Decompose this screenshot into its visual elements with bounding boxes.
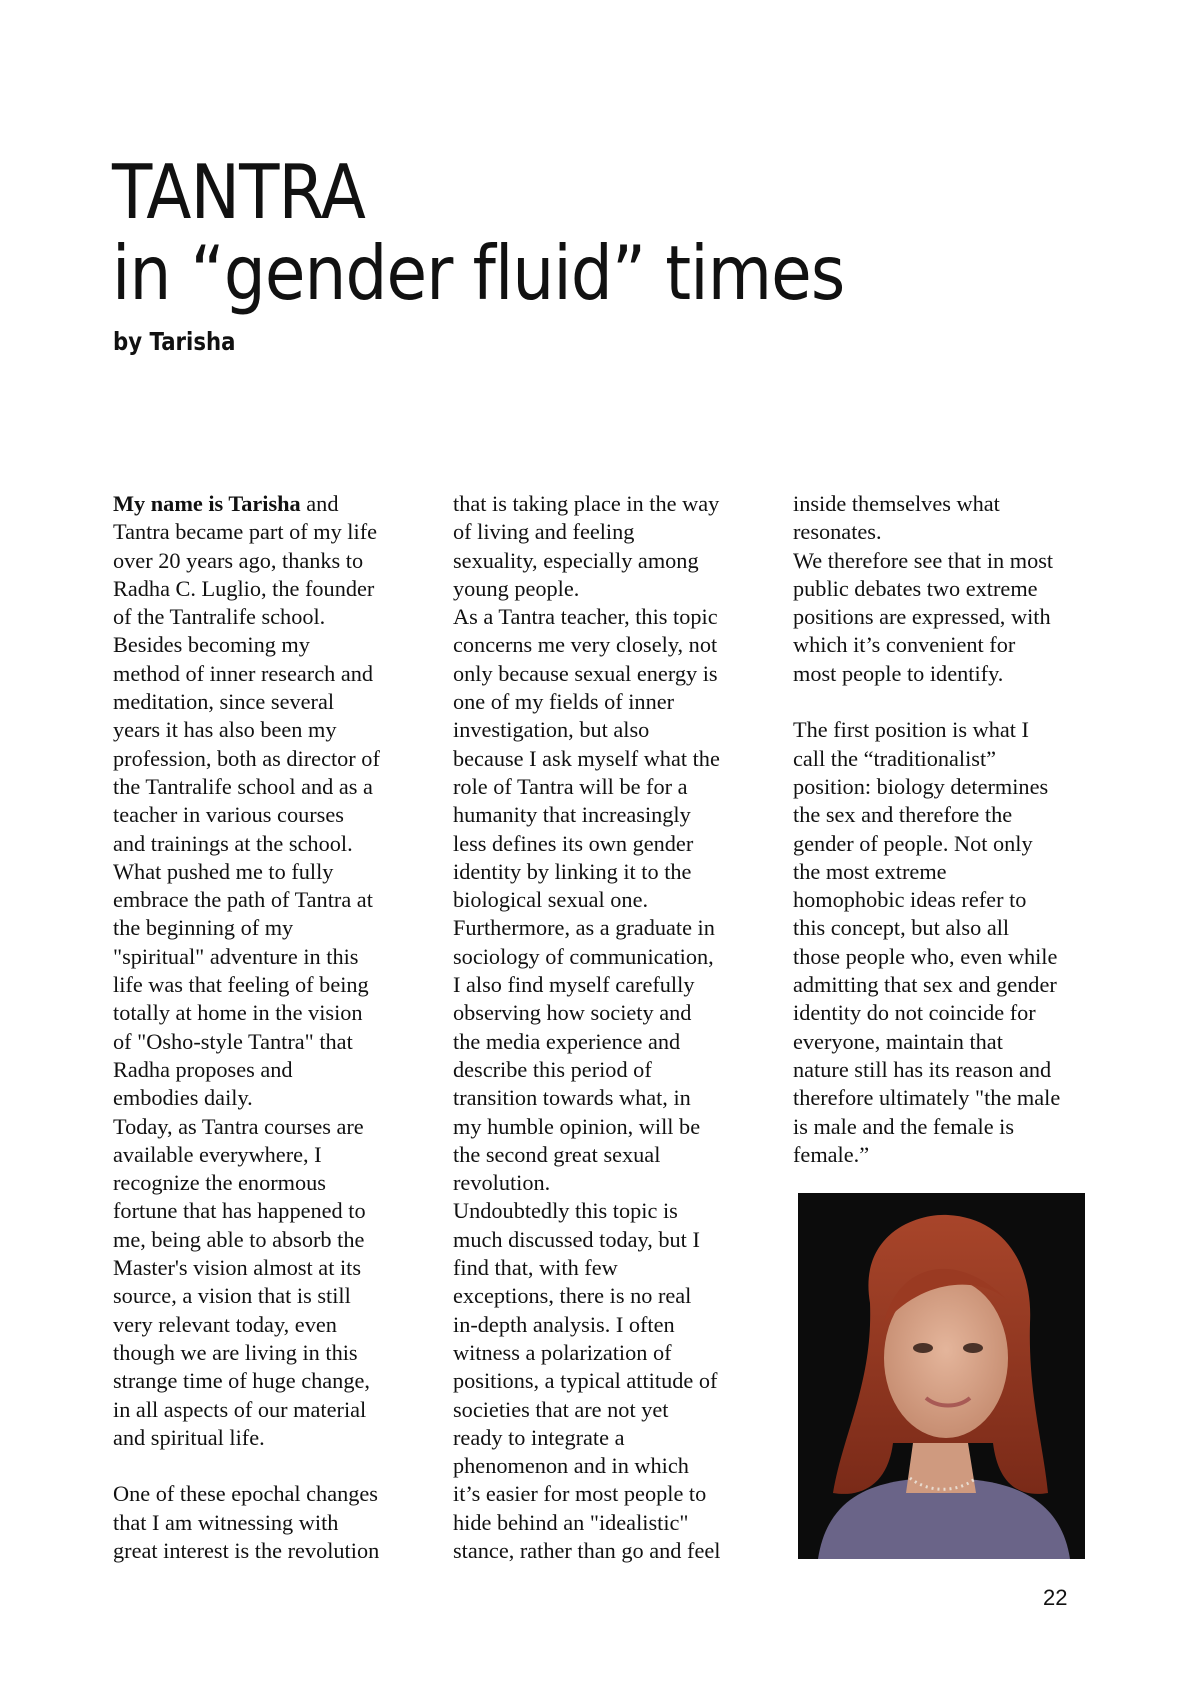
text-line: Radha C. Luglio, the founder bbox=[113, 575, 375, 601]
text-line: Furthermore, as a graduate in bbox=[453, 915, 715, 941]
text-line: that is taking place in the way bbox=[453, 491, 720, 516]
text-line: everyone, maintain that bbox=[793, 1028, 1003, 1054]
text-line: positions, a typical attitude of bbox=[453, 1368, 718, 1394]
text-line: me, being able to absorb the bbox=[113, 1226, 365, 1252]
text-line: societies that are not yet bbox=[453, 1396, 669, 1422]
text-line: the most extreme bbox=[793, 858, 947, 884]
text-line: young people. bbox=[453, 575, 580, 601]
text-line: this concept, but also all bbox=[793, 915, 1010, 941]
text-line: homophobic ideas refer to bbox=[793, 887, 1027, 913]
text-line: teacher in various courses bbox=[113, 802, 344, 828]
neck-shape bbox=[906, 1443, 976, 1493]
text-line: of "Osho-style Tantra" that bbox=[113, 1028, 353, 1054]
right-eye bbox=[963, 1343, 983, 1353]
text-line: the media experience and bbox=[453, 1028, 681, 1054]
text-line: admitting that sex and gender bbox=[793, 972, 1057, 998]
article-paragraph bbox=[113, 1480, 458, 1565]
text-line: embrace the path of Tantra at bbox=[113, 887, 373, 913]
text-line: describe this period of bbox=[453, 1056, 652, 1082]
text-line: female.” bbox=[793, 1141, 870, 1167]
text-line: in all aspects of our material bbox=[113, 1396, 367, 1422]
text-line: humanity that increasingly bbox=[453, 802, 691, 828]
text-line: that I am witnessing with bbox=[113, 1509, 339, 1535]
text-line: because I ask myself what the bbox=[453, 745, 720, 771]
text-line: ready to integrate a bbox=[453, 1424, 625, 1450]
text-line: of living and feeling bbox=[453, 519, 635, 545]
text-line: and trainings at the school. bbox=[113, 830, 353, 856]
article-paragraph bbox=[453, 490, 798, 1565]
page-number: 22 bbox=[1043, 1585, 1068, 1610]
text-line: "spiritual" adventure in this bbox=[113, 943, 359, 969]
text-line: method of inner research and bbox=[113, 660, 374, 686]
text-line: exceptions, there is no real bbox=[453, 1283, 692, 1309]
text-line: is male and the female is bbox=[793, 1113, 1015, 1139]
text-line: of the Tantralife school. bbox=[113, 604, 326, 630]
text-line: Tantra became part of my life bbox=[113, 519, 378, 545]
text-line: therefore ultimately "the male bbox=[793, 1085, 1061, 1111]
text-line: identity by linking it to the bbox=[453, 858, 692, 884]
text-line: very relevant today, even bbox=[113, 1311, 337, 1337]
text-line: transition towards what, in bbox=[453, 1085, 691, 1111]
text-line: less defines its own gender bbox=[453, 830, 694, 856]
portrait-illustration bbox=[798, 1193, 1085, 1559]
text-line: find that, with few bbox=[453, 1255, 618, 1281]
text-line: life was that feeling of being bbox=[113, 972, 369, 998]
text-line: observing how society and bbox=[453, 1000, 692, 1026]
text-line: only because sexual energy is bbox=[453, 660, 718, 686]
text-line: Today, as Tantra courses are bbox=[113, 1113, 364, 1139]
text-line: gender of people. Not only bbox=[793, 830, 1033, 856]
text-line: my humble opinion, will be bbox=[453, 1113, 701, 1139]
text-line: which it’s convenient for bbox=[793, 632, 1016, 658]
text-line: recognize the enormous bbox=[113, 1170, 326, 1196]
text-line: fortune that has happened to bbox=[113, 1198, 366, 1224]
lead-in-bold: My name is Tarisha bbox=[113, 491, 301, 516]
text-line: and spiritual life. bbox=[113, 1424, 265, 1450]
text-line: sociology of communication, bbox=[453, 943, 714, 969]
text-line: nature still has its reason and bbox=[793, 1056, 1052, 1082]
text-line: positions are expressed, with bbox=[793, 604, 1051, 630]
article-title bbox=[112, 148, 845, 317]
text-line: investigation, but also bbox=[453, 717, 650, 743]
text-line: meditation, since several bbox=[113, 689, 335, 715]
text-line: in-depth analysis. I often bbox=[453, 1311, 675, 1337]
text-line: inside themselves what bbox=[793, 491, 1000, 516]
text-line: biological sexual one. bbox=[453, 887, 649, 913]
text-line: One of these epochal changes bbox=[113, 1481, 378, 1507]
text-line: public debates two extreme bbox=[793, 575, 1038, 601]
text-line: I also find myself carefully bbox=[453, 972, 695, 998]
text-line: source, a vision that is still bbox=[113, 1283, 351, 1309]
article-paragraph bbox=[793, 490, 1138, 688]
text-line: much discussed today, but I bbox=[453, 1226, 700, 1252]
text-line: available everywhere, I bbox=[113, 1141, 322, 1167]
article-paragraph bbox=[793, 716, 1138, 1169]
text-line: phenomenon and in which bbox=[453, 1453, 689, 1479]
text-column-3 bbox=[793, 490, 1138, 1169]
text-line: The first position is what I bbox=[793, 717, 1029, 743]
text-line: What pushed me to fully bbox=[113, 858, 334, 884]
left-eye bbox=[913, 1343, 933, 1353]
text-line: embodies daily. bbox=[113, 1085, 253, 1111]
text-line: We therefore see that in most bbox=[793, 547, 1054, 573]
text-line: it’s easier for most people to bbox=[453, 1481, 707, 1507]
text-line: over 20 years ago, thanks to bbox=[113, 547, 364, 573]
text-line: one of my fields of inner bbox=[453, 689, 675, 715]
article-byline: by Tarisha bbox=[113, 327, 236, 356]
text-line: Undoubtedly this topic is bbox=[453, 1198, 678, 1224]
text-line: resonates. bbox=[793, 519, 882, 545]
text-column-1 bbox=[113, 490, 458, 1565]
text-line: profession, both as director of bbox=[113, 745, 380, 771]
text-line: hide behind an "idealistic" bbox=[453, 1509, 689, 1535]
text-column-2 bbox=[453, 490, 798, 1565]
text-line: the beginning of my bbox=[113, 915, 294, 941]
text-line: stance, rather than go and feel bbox=[453, 1537, 721, 1563]
text-line: call the “traditionalist” bbox=[793, 745, 997, 771]
text-line: years it has also been my bbox=[113, 717, 337, 743]
text-line: position: biology determines bbox=[793, 773, 1049, 799]
text-line: revolution. bbox=[453, 1170, 551, 1196]
title-line-2: in “gender fluid” times bbox=[112, 229, 845, 317]
text-line: great interest is the revolution bbox=[113, 1537, 380, 1563]
text-line bbox=[113, 490, 458, 518]
text-line: Besides becoming my bbox=[113, 632, 310, 658]
text-line: most people to identify. bbox=[793, 660, 1004, 686]
text-line: concerns me very closely, not bbox=[453, 632, 718, 658]
text-line: As a Tantra teacher, this topic bbox=[453, 604, 718, 630]
lead-in-rest: and bbox=[306, 491, 339, 516]
text-line: the second great sexual bbox=[453, 1141, 661, 1167]
text-line: witness a polarization of bbox=[453, 1339, 672, 1365]
article-paragraph bbox=[113, 490, 458, 1452]
text-line: Radha proposes and bbox=[113, 1056, 293, 1082]
text-line: sexuality, especially among bbox=[453, 547, 699, 573]
title-line-1: TANTRA bbox=[112, 148, 366, 236]
text-line: the sex and therefore the bbox=[793, 802, 1013, 828]
text-line: totally at home in the vision bbox=[113, 1000, 363, 1026]
author-portrait-photo bbox=[798, 1193, 1085, 1559]
text-line: strange time of huge change, bbox=[113, 1368, 370, 1394]
text-line: Master's vision almost at its bbox=[113, 1255, 362, 1281]
text-line: the Tantralife school and as a bbox=[113, 773, 373, 799]
text-line: role of Tantra will be for a bbox=[453, 773, 688, 799]
text-line: those people who, even while bbox=[793, 943, 1058, 969]
text-line: identity do not coincide for bbox=[793, 1000, 1036, 1026]
text-line: though we are living in this bbox=[113, 1339, 358, 1365]
